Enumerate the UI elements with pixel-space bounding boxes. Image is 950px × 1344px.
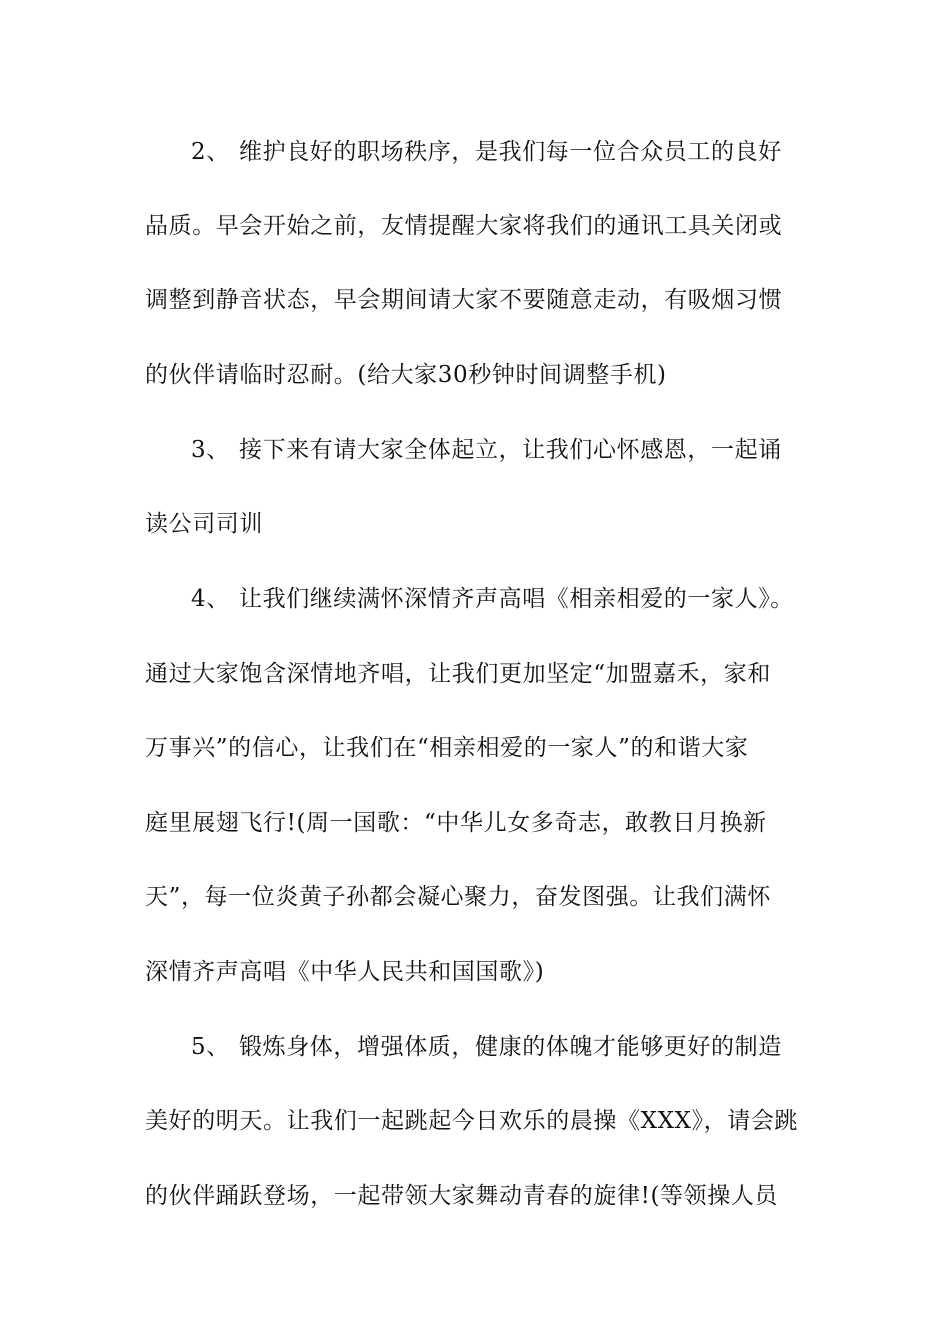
paragraph-3-line-1 [191,435,782,465]
paragraph-2-number: 2、 [191,139,230,165]
paragraph-2-line-3: 调整到静音状态，早会期间请大家不要随意走动，有吸烟习惯 [145,287,783,313]
paragraph-5-line-3: 的伙伴踊跃登场，一起带领大家舞动青春的旋律!(等领操人员 [145,1183,779,1209]
paragraph-5-number: 5、 [191,1034,230,1060]
paragraph-4-line-3: 万事兴”的信心，让我们在“相亲相爱的一家人”的和谐大家 [145,735,749,761]
paragraph-2-line-2: 品质。早会开始之前，友情提醒大家将我们的通讯工具关闭或 [145,213,783,239]
paragraph-5-line-2: 美好的明天。让我们一起跳起今日欢乐的晨操《XXX》，请会跳 [145,1108,799,1134]
paragraph-5-line-1 [191,1032,782,1062]
paragraph-3-line-2: 读公司司训 [145,511,263,537]
paragraph-2-line-4: 的伙伴请临时忍耐。(给大家30秒钟时间调整手机) [145,362,667,388]
paragraph-3-number: 3、 [191,437,230,463]
paragraph-3-text-1: 接下来有请大家全体起立，让我们心怀感恩，一起诵 [239,437,782,463]
paragraph-2-text-1: 维护良好的职场秩序，是我们每一位合众员工的良好 [239,139,782,165]
paragraph-4-line-4: 庭里展翅飞行!(周一国歌：“中华儿女多奇志，敢教日月换新 [145,810,767,836]
paragraph-4-text-1: 让我们继续满怀深情齐声高唱《相亲相爱的一家人》。 [239,586,794,612]
paragraph-4-line-1 [191,584,794,614]
paragraph-4-number: 4、 [191,586,230,612]
paragraph-4-line-2: 通过大家饱含深情地齐唱，让我们更加坚定“加盟嘉禾，家和 [145,661,771,687]
paragraph-4-line-6: 深情齐声高唱《中华人民共和国国歌》) [145,959,545,985]
paragraph-4-line-5: 天”，每一位炎黄子孙都会凝心聚力，奋发图强。让我们满怀 [145,884,771,910]
paragraph-2-line-1 [191,137,782,167]
paragraph-5-text-1: 锻炼身体，增强体质，健康的体魄才能够更好的制造 [239,1034,782,1060]
